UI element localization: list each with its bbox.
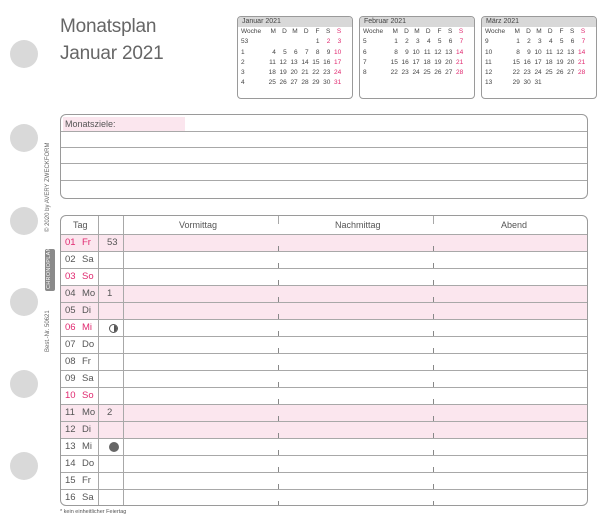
day-weekday: Di bbox=[82, 424, 91, 435]
calendar-day bbox=[574, 78, 585, 88]
calendar-day: 9 bbox=[405, 48, 409, 56]
mini-calendar-week-row bbox=[482, 78, 596, 88]
calendar-day: 12 bbox=[434, 48, 442, 56]
weekday-header: F bbox=[315, 28, 320, 35]
calendar-day: 23 bbox=[323, 69, 331, 77]
calendar-day: 30 bbox=[523, 79, 531, 87]
calendar-day: 16 bbox=[323, 58, 331, 66]
calendar-day: 31 bbox=[334, 79, 342, 87]
calendar-day: 15 bbox=[390, 58, 398, 66]
day-weekday: Mi bbox=[82, 322, 93, 333]
calendar-day bbox=[265, 37, 276, 47]
weekday-header: M bbox=[270, 28, 276, 35]
calendar-day: 4 bbox=[548, 38, 553, 46]
weekday-header: M bbox=[392, 28, 398, 35]
calendar-day: 17 bbox=[334, 58, 342, 66]
day-row[interactable] bbox=[61, 489, 587, 506]
day-date: 07 bbox=[65, 339, 76, 350]
column-header-afternoon: Nachmittag bbox=[335, 220, 381, 230]
calendar-day: 2 bbox=[405, 38, 409, 46]
day-row[interactable] bbox=[61, 336, 587, 353]
calendar-day: 18 bbox=[268, 69, 276, 77]
calendar-day: 22 bbox=[312, 69, 320, 77]
weekday-header: S bbox=[336, 28, 342, 35]
week-header: Woche bbox=[363, 28, 384, 35]
calendar-day: 12 bbox=[556, 48, 564, 56]
mini-calendar-week-row bbox=[238, 68, 352, 78]
calendar-day: 27 bbox=[445, 69, 453, 77]
column-divider bbox=[433, 216, 434, 224]
day-weekday: Di bbox=[82, 305, 91, 316]
weekday-header: F bbox=[559, 28, 564, 35]
calendar-day: 10 bbox=[412, 48, 420, 56]
calendar-day: 14 bbox=[578, 48, 586, 56]
column-divider bbox=[98, 216, 99, 506]
calendar-day: 10 bbox=[534, 48, 542, 56]
weekday-header: D bbox=[282, 28, 287, 35]
mini-calendar bbox=[481, 16, 597, 99]
calendar-day: 28 bbox=[578, 69, 586, 77]
week-number: 2 bbox=[107, 407, 113, 418]
day-weekday: Mo bbox=[82, 407, 96, 418]
goals-line bbox=[61, 131, 587, 132]
column-header-evening: Abend bbox=[501, 220, 528, 230]
day-weekday: Mi bbox=[82, 441, 93, 452]
mini-calendar-week-row bbox=[482, 48, 596, 58]
binder-hole bbox=[10, 124, 38, 152]
calendar-day: 26 bbox=[279, 79, 287, 87]
calendar-day: 17 bbox=[412, 58, 420, 66]
calendar-day: 15 bbox=[512, 58, 520, 66]
binder-hole bbox=[10, 40, 38, 68]
week-header: Woche bbox=[485, 28, 506, 35]
mini-calendar-header-row bbox=[360, 27, 474, 37]
time-divider-tick bbox=[433, 501, 434, 506]
goals-line bbox=[61, 147, 587, 148]
day-date: 05 bbox=[65, 305, 76, 316]
calendar-day bbox=[563, 78, 574, 88]
mini-calendar-header-row bbox=[482, 27, 596, 37]
calendar-day: 12 bbox=[279, 58, 287, 66]
week-number: 6 bbox=[363, 48, 367, 56]
calendar-day: 3 bbox=[538, 38, 542, 46]
binder-hole bbox=[10, 452, 38, 480]
calendar-day: 1 bbox=[394, 38, 398, 46]
calendar-day: 5 bbox=[437, 38, 442, 46]
calendar-day: 19 bbox=[434, 58, 442, 66]
day-weekday: Do bbox=[82, 339, 95, 350]
monthly-goals-box[interactable] bbox=[60, 114, 588, 199]
calendar-day: 8 bbox=[394, 48, 398, 56]
calendar-day: 18 bbox=[423, 58, 431, 66]
day-date: 09 bbox=[65, 373, 76, 384]
calendar-day: 23 bbox=[523, 69, 531, 77]
day-weekday: Fr bbox=[82, 237, 91, 248]
calendar-day bbox=[276, 37, 287, 47]
calendar-day: 27 bbox=[567, 69, 575, 77]
calendar-day: 20 bbox=[567, 58, 575, 66]
day-row[interactable] bbox=[61, 472, 587, 489]
page-title: Monatsplan bbox=[60, 16, 157, 37]
calendar-day: 21 bbox=[301, 69, 309, 77]
mini-calendar-week-row bbox=[482, 58, 596, 68]
calendar-day: 13 bbox=[567, 48, 575, 56]
day-weekday: Sa bbox=[82, 373, 94, 384]
calendar-day: 7 bbox=[304, 48, 309, 56]
calendar-day: 6 bbox=[294, 48, 298, 56]
day-date: 13 bbox=[65, 441, 76, 452]
calendar-day: 17 bbox=[534, 58, 542, 66]
day-weekday: Sa bbox=[82, 492, 94, 503]
day-row[interactable] bbox=[61, 404, 587, 421]
full-moon-icon bbox=[109, 442, 119, 452]
brand-label: CHRONOPLAN bbox=[46, 247, 52, 289]
day-row[interactable] bbox=[61, 251, 587, 268]
calendar-day: 27 bbox=[290, 79, 298, 87]
calendar-day: 20 bbox=[290, 69, 298, 77]
brand-badge bbox=[45, 249, 55, 291]
calendar-day: 11 bbox=[423, 48, 431, 56]
day-weekday: Fr bbox=[82, 475, 91, 486]
calendar-day: 26 bbox=[434, 69, 442, 77]
week-number: 8 bbox=[363, 69, 367, 77]
calendar-day: 14 bbox=[456, 48, 464, 56]
time-divider-tick bbox=[278, 501, 279, 506]
week-number: 53 bbox=[107, 237, 118, 248]
day-weekday: Fr bbox=[82, 356, 91, 367]
day-date: 14 bbox=[65, 458, 76, 469]
weekday-header: S bbox=[448, 28, 453, 35]
mini-calendar-week-row bbox=[360, 68, 474, 78]
footnote: * kein einheitlicher Feiertag bbox=[60, 509, 127, 515]
calendar-day bbox=[298, 37, 309, 47]
calendar-day bbox=[287, 37, 298, 47]
calendar-day: 26 bbox=[556, 69, 564, 77]
week-number: 5 bbox=[363, 38, 367, 46]
calendar-day: 8 bbox=[315, 48, 320, 56]
calendar-day: 21 bbox=[578, 58, 586, 66]
day-row[interactable] bbox=[61, 285, 587, 302]
calendar-day: 6 bbox=[448, 38, 453, 46]
calendar-day: 3 bbox=[337, 38, 342, 46]
weekday-header: S bbox=[570, 28, 575, 35]
mini-calendar-week-row bbox=[360, 48, 474, 58]
weekday-header: D bbox=[547, 28, 553, 35]
week-number: 7 bbox=[363, 58, 367, 66]
calendar-day: 24 bbox=[534, 69, 542, 77]
calendar-day: 1 bbox=[315, 38, 320, 46]
mini-calendar-title: Januar 2021 bbox=[238, 17, 352, 27]
calendar-day: 13 bbox=[290, 58, 298, 66]
day-row[interactable] bbox=[61, 268, 587, 285]
calendar-day: 16 bbox=[523, 58, 531, 66]
weekday-header: M bbox=[292, 28, 298, 35]
calendar-day bbox=[542, 78, 553, 88]
binder-hole bbox=[10, 370, 38, 398]
calendar-day: 3 bbox=[416, 38, 420, 46]
day-date: 11 bbox=[65, 407, 75, 418]
calendar-day: 11 bbox=[545, 48, 553, 56]
day-date: 15 bbox=[65, 475, 76, 486]
day-date: 06 bbox=[65, 322, 76, 333]
mini-calendar-week-row bbox=[482, 37, 596, 47]
week-number: 13 bbox=[485, 79, 493, 87]
calendar-day: 11 bbox=[269, 58, 276, 66]
weekday-header: M bbox=[414, 28, 420, 35]
calendar-day: 24 bbox=[334, 69, 342, 77]
week-number: 4 bbox=[241, 79, 245, 87]
calendar-day: 21 bbox=[456, 58, 464, 66]
calendar-day: 19 bbox=[556, 58, 564, 66]
copyright-text: © 2020 by AVERY ZWECKFORM bbox=[45, 142, 51, 232]
mini-calendar-week-row bbox=[238, 58, 352, 68]
calendar-day: 1 bbox=[516, 38, 520, 46]
column-header-morning: Vormittag bbox=[179, 220, 218, 230]
calendar-day: 20 bbox=[445, 58, 453, 66]
calendar-day: 9 bbox=[527, 48, 531, 56]
week-header: Woche bbox=[241, 28, 262, 35]
weekday-header: S bbox=[458, 28, 464, 35]
mini-calendar-week-row bbox=[238, 48, 352, 58]
day-date: 08 bbox=[65, 356, 76, 367]
calendar-day: 29 bbox=[512, 79, 520, 87]
day-row[interactable] bbox=[61, 234, 587, 251]
calendar-day: 28 bbox=[456, 69, 464, 77]
mini-calendar bbox=[359, 16, 475, 99]
calendar-day: 15 bbox=[312, 58, 320, 66]
calendar-day: 23 bbox=[401, 69, 409, 77]
goals-line bbox=[61, 180, 587, 181]
mini-calendar-header-row bbox=[238, 27, 352, 37]
calendar-day bbox=[553, 78, 564, 88]
day-date: 16 bbox=[65, 492, 76, 503]
week-number: 9 bbox=[485, 38, 489, 46]
weekday-header: D bbox=[526, 28, 531, 35]
mini-calendar-week-row bbox=[360, 58, 474, 68]
weekday-header: D bbox=[303, 28, 309, 35]
binder-hole bbox=[10, 288, 38, 316]
calendar-day: 5 bbox=[283, 48, 287, 56]
calendar-day: 2 bbox=[326, 38, 331, 46]
day-row[interactable] bbox=[61, 421, 587, 438]
calendar-day: 16 bbox=[401, 58, 409, 66]
column-divider bbox=[278, 216, 279, 224]
calendar-day: 24 bbox=[412, 69, 420, 77]
day-date: 10 bbox=[65, 390, 76, 401]
day-date: 03 bbox=[65, 271, 76, 282]
calendar-day: 28 bbox=[301, 79, 309, 87]
mini-calendar-title: Februar 2021 bbox=[360, 17, 474, 27]
order-number: Best.-Nr. 50621 bbox=[45, 310, 51, 352]
weekday-header: M bbox=[536, 28, 542, 35]
mini-calendar-week-row bbox=[238, 78, 352, 88]
day-date: 01 bbox=[65, 237, 76, 248]
calendar-day: 25 bbox=[423, 69, 431, 77]
weekday-header: F bbox=[437, 28, 442, 35]
day-row[interactable] bbox=[61, 319, 587, 336]
mini-calendar-title: März 2021 bbox=[482, 17, 596, 27]
week-number: 10 bbox=[485, 48, 493, 56]
day-row[interactable] bbox=[61, 455, 587, 472]
mini-calendar-week-row bbox=[482, 68, 596, 78]
calendar-day: 9 bbox=[326, 48, 331, 56]
day-date: 04 bbox=[65, 288, 76, 299]
calendar-day: 4 bbox=[426, 38, 431, 46]
weekday-header: S bbox=[580, 28, 586, 35]
calendar-day: 25 bbox=[545, 69, 553, 77]
calendar-day: 10 bbox=[334, 48, 342, 56]
calendar-day: 2 bbox=[527, 38, 531, 46]
weekday-header: M bbox=[514, 28, 520, 35]
day-weekday: So bbox=[82, 390, 94, 401]
calendar-day: 6 bbox=[570, 38, 575, 46]
goals-label: Monatsziele: bbox=[63, 117, 185, 131]
calendar-day: 7 bbox=[459, 38, 464, 46]
week-number: 53 bbox=[241, 38, 249, 46]
calendar-day: 14 bbox=[301, 58, 309, 66]
calendar-day: 19 bbox=[279, 69, 287, 77]
column-header-day: Tag bbox=[73, 220, 88, 230]
mini-calendar-week-row bbox=[360, 37, 474, 47]
binder-hole bbox=[10, 207, 38, 235]
day-row[interactable] bbox=[61, 370, 587, 387]
goals-line bbox=[61, 163, 587, 164]
day-row[interactable] bbox=[61, 302, 587, 319]
calendar-day: 29 bbox=[312, 79, 320, 87]
calendar-day: 5 bbox=[559, 38, 564, 46]
weekday-header: D bbox=[404, 28, 409, 35]
week-number: 1 bbox=[241, 48, 245, 56]
day-date: 02 bbox=[65, 254, 76, 265]
calendar-day: 30 bbox=[323, 79, 331, 87]
weekday-header: D bbox=[425, 28, 431, 35]
calendar-day: 13 bbox=[445, 48, 453, 56]
column-divider bbox=[123, 216, 124, 506]
page-subtitle: Januar 2021 bbox=[60, 43, 164, 64]
day-date: 12 bbox=[65, 424, 76, 435]
half-moon-icon bbox=[109, 324, 118, 333]
calendar-day: 25 bbox=[268, 79, 276, 87]
week-number: 11 bbox=[485, 58, 492, 66]
day-weekday: So bbox=[82, 271, 94, 282]
calendar-day: 31 bbox=[534, 79, 542, 87]
day-row[interactable] bbox=[61, 438, 587, 455]
month-planner-table bbox=[60, 215, 588, 506]
weekday-header: S bbox=[326, 28, 331, 35]
calendar-day: 7 bbox=[581, 38, 586, 46]
week-number: 3 bbox=[241, 69, 245, 77]
mini-calendar bbox=[237, 16, 353, 99]
day-weekday: Mo bbox=[82, 288, 96, 299]
calendar-day: 4 bbox=[272, 48, 276, 56]
calendar-day: 22 bbox=[512, 69, 520, 77]
calendar-day: 22 bbox=[390, 69, 398, 77]
day-weekday: Sa bbox=[82, 254, 94, 265]
calendar-day: 18 bbox=[545, 58, 553, 66]
mini-calendar-week-row bbox=[238, 37, 352, 47]
day-row[interactable] bbox=[61, 353, 587, 370]
week-number: 2 bbox=[241, 58, 245, 66]
day-row[interactable] bbox=[61, 387, 587, 404]
week-number: 1 bbox=[107, 288, 113, 299]
day-weekday: Do bbox=[82, 458, 95, 469]
week-number: 12 bbox=[485, 69, 493, 77]
calendar-day: 8 bbox=[516, 48, 520, 56]
